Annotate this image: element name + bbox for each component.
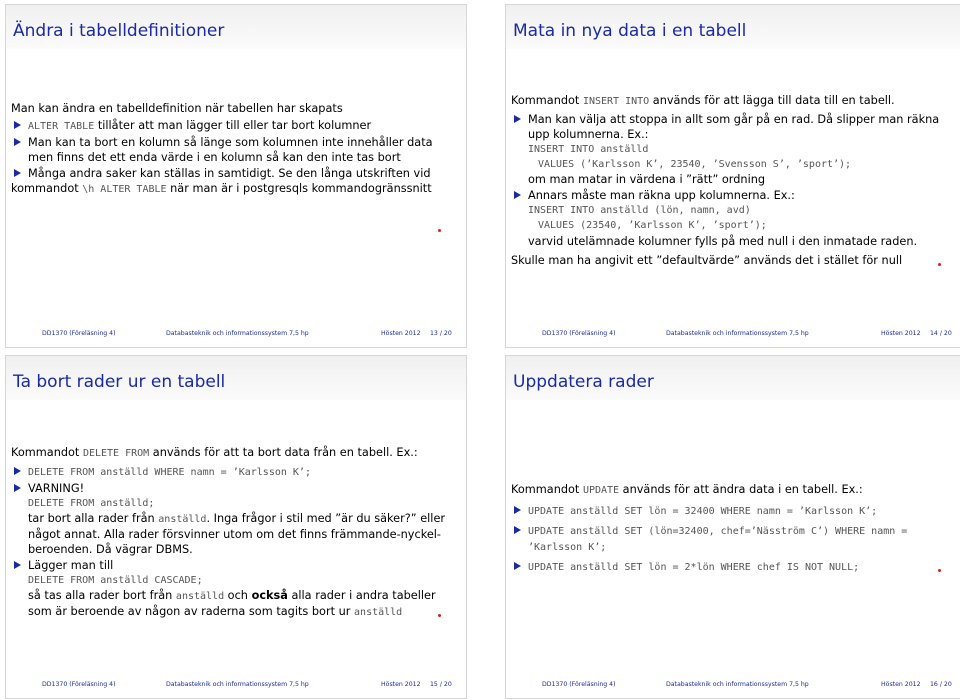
code-text: \h ALTER TABLE	[82, 184, 167, 195]
intro-text: Man kan ändra en tabelldefinition när tabellen har skapats	[11, 102, 343, 115]
slide-title-bar	[506, 5, 960, 49]
code-line: DELETE FROM anställd CASCADE;	[28, 575, 203, 586]
footer-page-number: 15 / 20	[430, 681, 452, 688]
code-text: anställd	[354, 607, 403, 618]
code-text: DELETE FROM	[82, 448, 150, 459]
item-text: Annars måste man räkna upp kolumnerna. Ex.:	[528, 189, 795, 202]
item-text: varvid utelämnade kolumner fylls på med null i den inmatade raden.	[528, 235, 918, 248]
code-line: VALUES (23540, ’Karlsson K’, ’sport’);	[538, 220, 767, 231]
intro-text-a: Kommandot	[511, 94, 583, 107]
slide-title-bar	[6, 5, 466, 49]
item-text: när man är i postgresqls kommandogränssnitt	[166, 182, 432, 195]
slide-title-bar	[506, 356, 960, 400]
list-item	[11, 135, 456, 165]
intro-text-b: används för att ta bort data från en tabell. Ex.:	[149, 446, 418, 459]
footer-course-name: Databasteknik och informationssystem 7,5 hp	[166, 681, 309, 688]
code-text: UPDATE anställd SET lön = 32400 WHERE namn = ’Karlsson K’;	[528, 506, 878, 517]
slide-13	[5, 4, 467, 348]
item-text: Lägger man till	[28, 559, 114, 572]
emphasis-text: också	[251, 589, 288, 602]
slide-title: Uppdatera rader	[513, 372, 654, 392]
intro-text	[511, 93, 956, 109]
footer-page-number: 14 / 20	[930, 330, 952, 337]
code-line: INSERT INTO anställd	[528, 144, 649, 155]
footer-course-name: Databasteknik och informationssystem 7,5 hp	[166, 330, 309, 337]
code-text: INSERT INTO	[582, 96, 650, 107]
item-text: VARNING!	[28, 482, 85, 495]
bullet-list	[511, 112, 956, 233]
footer-course: DD1370 (Föreläsning 4)	[542, 330, 616, 337]
intro-text	[511, 482, 956, 498]
footer-course: DD1370 (Föreläsning 4)	[42, 330, 116, 337]
slide-title: Ändra i tabelldefinitioner	[13, 21, 225, 41]
list-item	[11, 166, 456, 197]
text-part: tar bort alla rader från	[28, 512, 159, 525]
footer-term: Hösten 2012	[881, 330, 921, 337]
footer-course-name: Databasteknik och informationssystem 7,5 hp	[666, 681, 809, 688]
code-text: DELETE FROM anställd WHERE namn = ’Karlsson K’;	[28, 467, 311, 478]
intro-text-b: används för att ändra data i en tabell. Ex.:	[619, 483, 863, 496]
slide-body	[511, 482, 956, 576]
slide-footer	[506, 681, 960, 693]
footer-term: Hösten 2012	[881, 681, 921, 688]
footer-page-number: 13 / 20	[430, 330, 452, 337]
footer-course: DD1370 (Föreläsning 4)	[42, 681, 116, 688]
slide-title: Mata in nya data i en tabell	[513, 21, 747, 41]
slide-15	[5, 355, 467, 699]
bullet-list	[511, 503, 956, 575]
slide-footer	[506, 330, 960, 342]
list-item	[511, 503, 956, 519]
bullet-list	[11, 118, 456, 197]
item-text	[28, 588, 456, 620]
footer-page-number: 16 / 20	[930, 681, 952, 688]
item-text: Man kan välja att stoppa in allt som går på en rad. Då slipper man räkna upp kolumnerna. Ex.:	[528, 113, 940, 141]
nav-dot	[438, 614, 441, 617]
outro-text: Skulle man ha angivit ett ”defaultvärde” används det i stället för null	[511, 254, 903, 267]
list-item	[11, 481, 456, 557]
slide-16	[505, 355, 960, 699]
intro-text-b: används för att lägga till data till en tabell.	[649, 94, 895, 107]
slide-footer	[6, 330, 466, 342]
slide-title: Ta bort rader ur en tabell	[13, 372, 226, 392]
slide-14	[505, 4, 960, 348]
text-part: och	[224, 589, 252, 602]
slide-title-bar	[6, 356, 466, 400]
intro-text-a: Kommandot	[11, 446, 83, 459]
nav-dot	[938, 569, 941, 572]
list-item	[11, 118, 456, 134]
nav-dot	[938, 263, 941, 266]
item-text: Många andra saker kan ställas in samtidigt. Se den långa utskriften vid kommandot	[11, 167, 431, 195]
slide-footer	[6, 681, 466, 693]
text-part: alla rader i andra tabeller som är beroende av någon av raderna som tagits bort ur	[28, 589, 436, 618]
list-item	[511, 188, 956, 233]
code-text: UPDATE anställd SET lön = 2*lön WHERE chef IS NOT NULL;	[528, 562, 860, 573]
item-text: om man matar in värdena i ”rätt” ordning	[528, 173, 766, 186]
list-item	[11, 464, 456, 480]
code-text: UPDATE anställd SET (lön=32400, chef=’Näsström C’) WHERE namn = ’Karlsson K’;	[528, 526, 908, 553]
intro-text	[11, 445, 456, 461]
list-item	[511, 112, 956, 187]
item-text: tillåter att man lägger till eller tar bort kolumner	[94, 119, 372, 132]
code-text: ALTER TABLE	[28, 121, 95, 132]
bullet-list	[11, 464, 456, 620]
slide-body	[511, 93, 956, 268]
code-text: anställd	[158, 514, 207, 525]
code-text: UPDATE	[582, 485, 620, 496]
slide-body	[11, 445, 456, 621]
list-item	[11, 558, 456, 620]
text-part: så tas alla rader bort från	[28, 589, 176, 602]
item-text	[28, 511, 456, 557]
nav-dot	[438, 229, 441, 232]
slide-body	[11, 101, 456, 198]
list-item	[511, 523, 956, 555]
code-text: anställd	[175, 591, 225, 602]
footer-course-name: Databasteknik och informationssystem 7,5 hp	[666, 330, 809, 337]
code-line: VALUES (’Karlsson K’, 23540, ’Svensson S’, ’sport’);	[538, 159, 852, 170]
item-text: Man kan ta bort en kolumn så länge som kolumnen inte innehåller data men finns det ett enda värde i en kolumn så kan den inte tas bort	[28, 136, 433, 164]
text-part: . Inga frågor i stil med ”är du säker?” eller något annat. Alla rader försvinner utom om det finns främmande-nyckel-beroenden. Då vägrar DBMS.	[28, 512, 446, 556]
list-item	[511, 559, 956, 575]
footer-term: Hösten 2012	[381, 330, 421, 337]
intro-text-a: Kommandot	[511, 483, 583, 496]
footer-course: DD1370 (Föreläsning 4)	[542, 681, 616, 688]
code-line: INSERT INTO anställd (lön, namn, avd)	[528, 205, 751, 216]
footer-term: Hösten 2012	[381, 681, 421, 688]
code-line: DELETE FROM anställd;	[28, 498, 155, 509]
